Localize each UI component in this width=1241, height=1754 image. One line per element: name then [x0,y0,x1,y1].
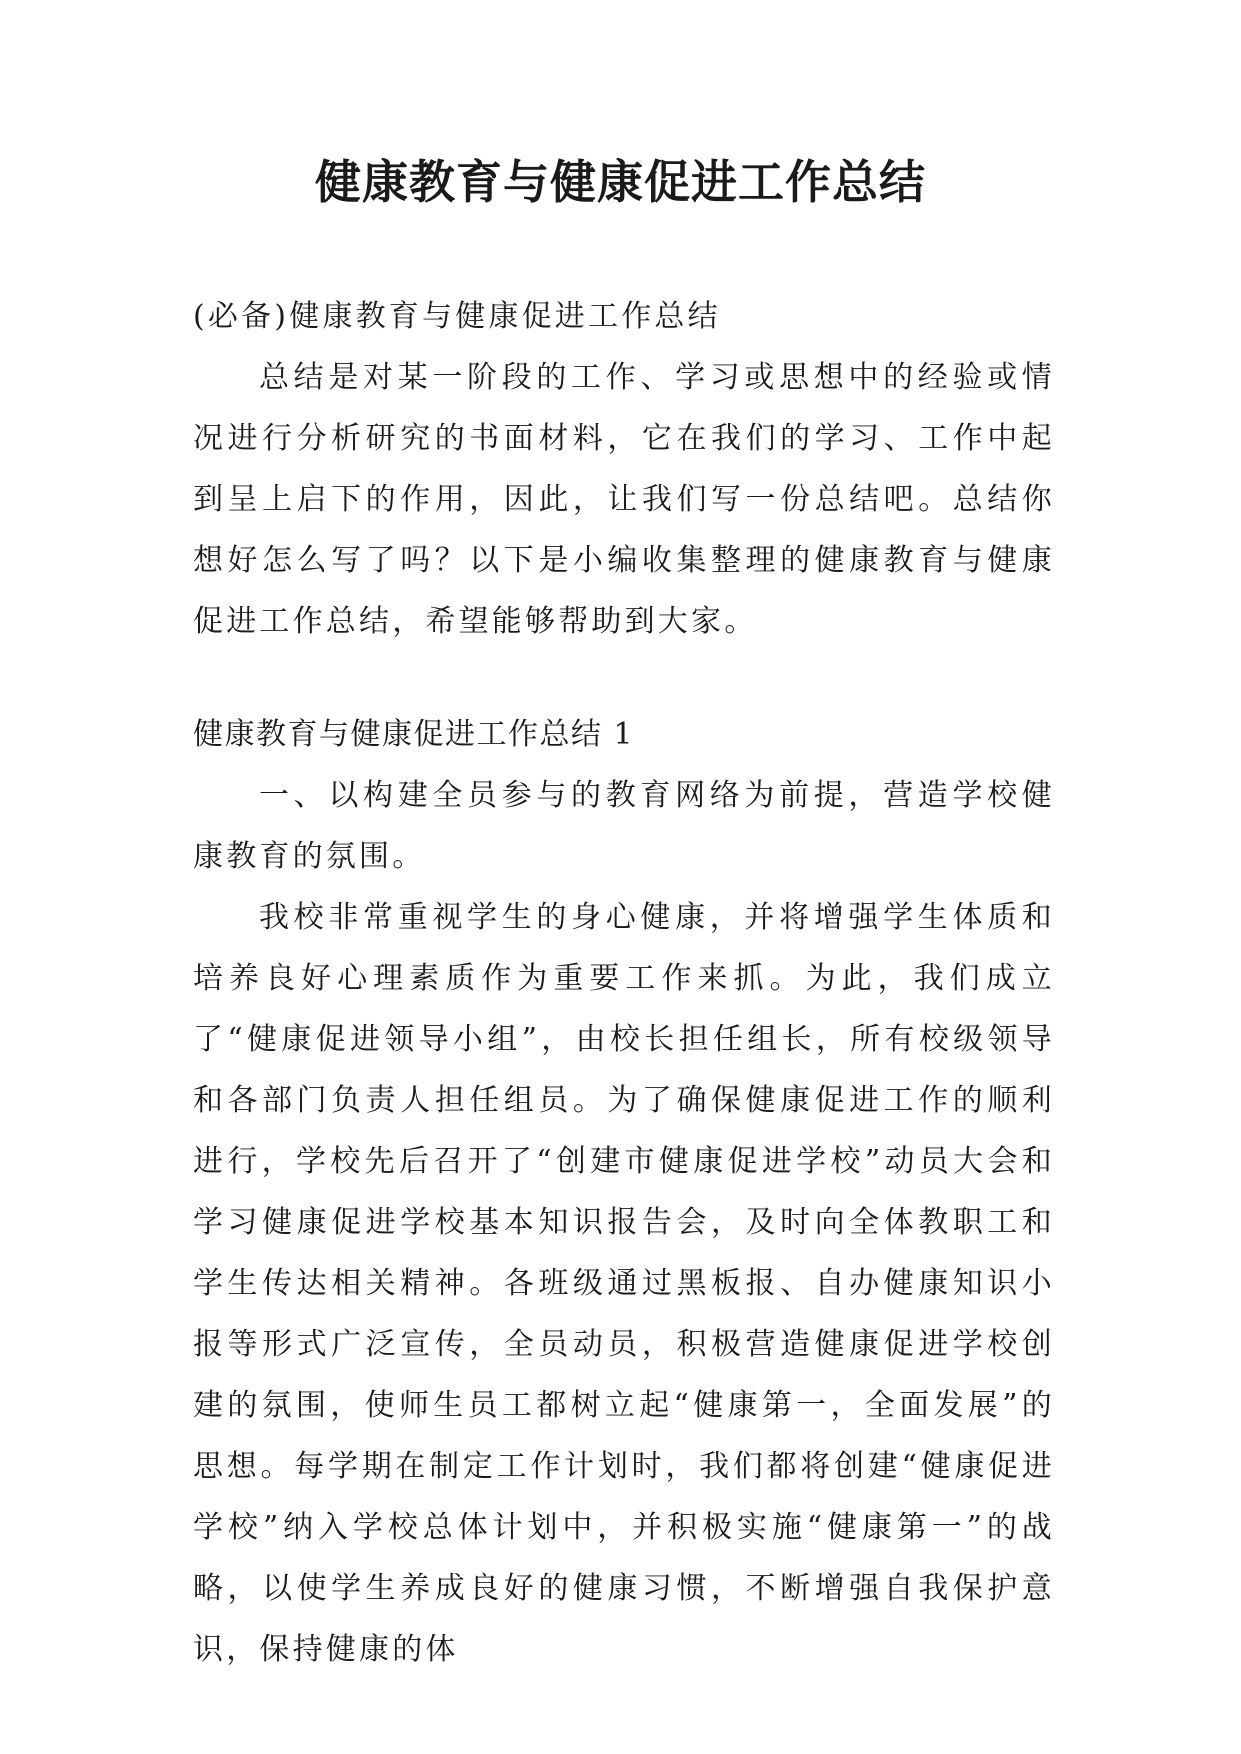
point-one-paragraph: 一、以构建全员参与的教育网络为前提，营造学校健康教育的氛围。 [193,778,1055,874]
body-paragraph: 我校非常重视学生的身心健康，并将增强学生体质和培养良好心理素质作为重要工作来抓。为此，我们成立了“健康促进领导小组”，由校长担任组长，所有校级领导和各部门负责人担任组员。为了确保健康促进工作的顺利进行，学校先后召开了“创建市健康促进学校”动员大会和学习健康促进学校基本知识报告会，及时向全体教职工和学生传达相关精神。各班级通过黑板报、自办健康知识小报等形式广泛宣传，全员动员，积极营造健康促进学校创建的氛围，使师生员工都树立起“健康第一，全面发展”的思想。每学期在制定工作计划时，我们都将创建“健康促进学校”纳入学校总体计划中，并积极实施“健康第一”的战略，以使学生养成良好的健康习惯，不断增强自我保护意识，保持健康的体 [193,900,1055,1667]
lead-title: (必备)健康教育与健康促进工作总结 [193,299,721,334]
section-heading: 健康教育与健康促进工作总结 1 [193,717,635,752]
intro-paragraph: 总结是对某一阶段的工作、学习或思想中的经验或情况进行分析研究的书面材料，它在我们的学习、工作中起到呈上启下的作用，因此，让我们写一份总结吧。总结你想好怎么写了吗？以下是小编收集整理的健康教育与健康促进工作总结，希望能够帮助到大家。 [193,360,1055,639]
document-body [193,286,1055,1680]
document-title: 健康教育与健康促进工作总结 [315,155,926,209]
